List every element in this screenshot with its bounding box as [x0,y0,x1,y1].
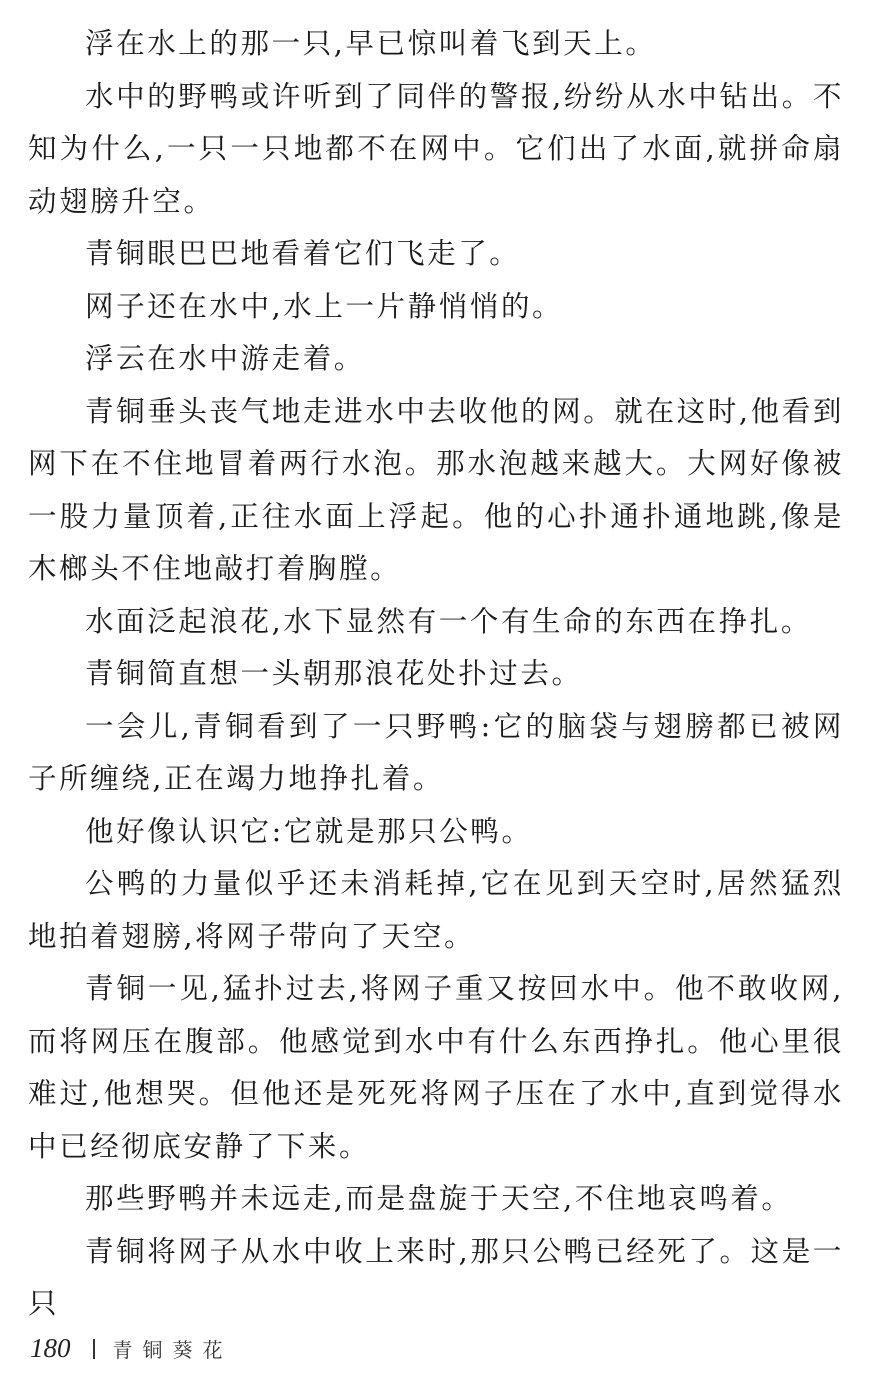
paragraph: 青铜垂头丧气地走进水中去收他的网。就在这时,他看到网下在不住地冒着两行水泡。那水泡越来越大。大网好像被一股力量顶着,正往水面上浮起。他的心扑通扑通地跳,像是木榔头不住地敲打着胸膛。 [28,394,844,585]
paragraph: 网子还在水中,水上一片静悄悄的。 [85,289,564,323]
paragraph: 青铜一见,猛扑过去,将网子重又按回水中。他不敢收网,而将网压在腹部。他感觉到水中有什么东西挣扎。他心里很难过,他想哭。但他还是死死将网子压在了水中,直到觉得水中已经彻底安静了下来。 [28,972,844,1163]
page-number: 180 [30,1333,71,1363]
page-body [28,18,844,1331]
paragraph: 青铜简直想一头朝那浪花处扑过去。 [85,657,583,690]
paragraph: 公鸭的力量似乎还未消耗掉,它在见到天空时,居然猛烈地拍着翅膀,将网子带向了天空。 [28,867,844,953]
paragraph: 那些野鸭并未远走,而是盘旋于天空,不住地哀鸣着。 [85,1182,793,1215]
paragraph: 一会儿,青铜看到了一只野鸭:它的脑袋与翅膀都已被网子所缠绕,正在竭力地挣扎着。 [28,709,844,795]
paragraph: 水中的野鸭或许听到了同伴的警报,纷纷从水中钻出。不知为什么,一只一只地都不在网中。它们出了水面,就拼命扇动翅膀升空。 [28,79,844,218]
footer-separator [93,1339,95,1359]
paragraph: 青铜眼巴巴地看着它们飞走了。 [85,237,521,270]
page-footer [30,1333,233,1364]
paragraph: 他好像认识它:它就是那只公鸭。 [85,814,533,848]
paragraph: 水面泛起浪花,水下显然有一个有生命的东西在挣扎。 [85,604,812,638]
paragraph: 青铜将网子从水中收上来时,那只公鸭已经死了。这是一只 [28,1234,844,1320]
paragraph: 浮云在水中游走着。 [85,342,365,375]
book-title: 青铜葵花 [112,1338,233,1362]
paragraph: 浮在水上的那一只,早已惊叫着飞到天上。 [85,27,657,60]
